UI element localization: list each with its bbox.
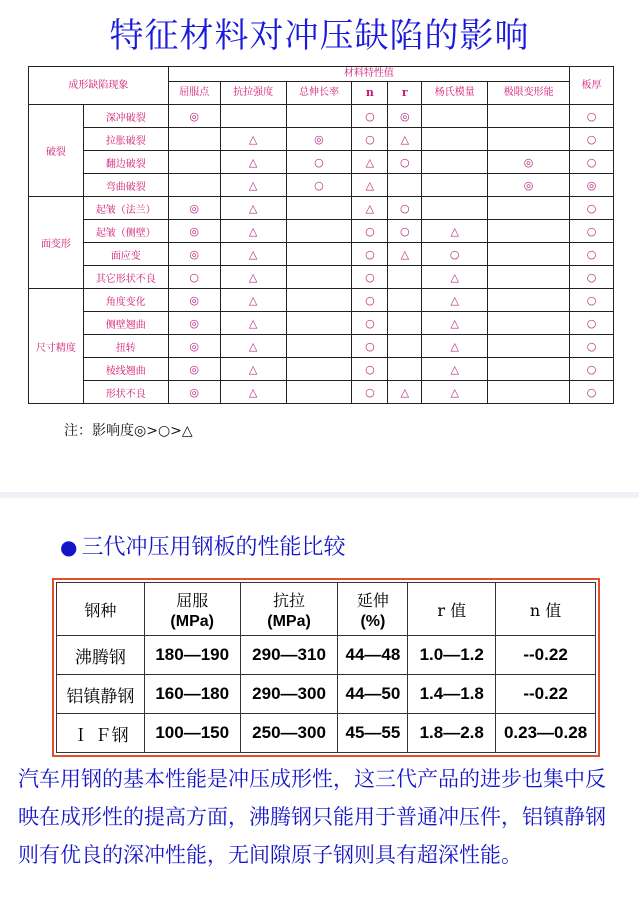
row-label: 起皱（法兰） (83, 197, 168, 220)
row-label: 起皱（侧壁） (83, 220, 168, 243)
mark-cell: △ (422, 289, 488, 312)
mark-cell: ○ (388, 220, 422, 243)
mark-cell: △ (352, 151, 388, 174)
mark-cell (388, 289, 422, 312)
value-cell: 44—48 (338, 636, 408, 675)
mark-cell: △ (352, 197, 388, 220)
row-label: 扭转 (83, 335, 168, 358)
mark-cell (168, 128, 220, 151)
table-row (57, 714, 596, 753)
value-cell: 1.4—1.8 (408, 675, 496, 714)
mark-cell (388, 335, 422, 358)
mark-cell (488, 358, 570, 381)
table-row (29, 335, 614, 358)
mark-cell: △ (220, 243, 286, 266)
mark-cell: ○ (570, 128, 614, 151)
mark-cell: ○ (570, 105, 614, 128)
mark-cell (286, 266, 352, 289)
value-cell: 1.0—1.2 (408, 636, 496, 675)
value-cell: 180—190 (144, 636, 240, 675)
mark-cell: △ (422, 312, 488, 335)
value-cell: 0.23—0.28 (496, 714, 596, 753)
mark-cell: △ (220, 174, 286, 197)
column-header: 钢种 (57, 583, 145, 636)
group-header: 材料特性值 (168, 67, 569, 82)
mark-cell: ◎ (488, 151, 570, 174)
mark-cell: ◎ (168, 289, 220, 312)
table-row (29, 220, 614, 243)
mark-cell (286, 197, 352, 220)
table-row (29, 128, 614, 151)
row-label: 形状不良 (83, 381, 168, 404)
mark-cell: ◎ (286, 128, 352, 151)
column-header: 杨氏模量 (422, 82, 488, 105)
mark-cell (388, 358, 422, 381)
row-label: 弯曲破裂 (83, 174, 168, 197)
mark-cell (286, 358, 352, 381)
mark-cell: △ (220, 289, 286, 312)
table-row (29, 266, 614, 289)
corner-header: 成形缺陷现象 (29, 67, 169, 105)
value-cell: 250—300 (240, 714, 338, 753)
mark-cell: ○ (352, 358, 388, 381)
mark-cell: ○ (352, 243, 388, 266)
mark-cell: ○ (570, 381, 614, 404)
table-row (29, 243, 614, 266)
mark-cell: △ (220, 128, 286, 151)
column-header: r (388, 82, 422, 105)
mark-cell: ◎ (168, 197, 220, 220)
mark-cell: △ (220, 151, 286, 174)
mark-cell (488, 312, 570, 335)
table-row (57, 675, 596, 714)
summary-paragraph: 汽车用钢的基本性能是冲压成形性，这三代产品的进步也集中反映在成形性的提高方面，沸腾钢只能用于普通冲压件，铝镇静钢则有优良的深冲性能，无间隙原子钢则具有超深性能。 (18, 767, 606, 867)
row-label: 翻边破裂 (83, 151, 168, 174)
table-row (29, 312, 614, 335)
mark-cell: ○ (388, 197, 422, 220)
mark-cell: △ (352, 174, 388, 197)
bullet-icon: ● (60, 535, 78, 559)
row-label: 面应变 (83, 243, 168, 266)
mark-cell (488, 128, 570, 151)
table-row (57, 636, 596, 675)
mark-cell: ◎ (168, 335, 220, 358)
mark-cell (168, 151, 220, 174)
mark-cell: ○ (570, 266, 614, 289)
row-label: 棱线翘曲 (83, 358, 168, 381)
mark-cell (388, 312, 422, 335)
mark-cell (286, 243, 352, 266)
mark-cell: △ (220, 381, 286, 404)
column-header: 屈服 (MPa) (144, 583, 240, 636)
mark-cell (286, 381, 352, 404)
steel-comparison-frame (52, 578, 600, 757)
mark-cell: ○ (352, 289, 388, 312)
value-cell: --0.22 (496, 675, 596, 714)
mark-cell: ◎ (168, 358, 220, 381)
mark-cell: ○ (570, 358, 614, 381)
table-row (29, 151, 614, 174)
mark-cell (422, 197, 488, 220)
mark-cell: ○ (352, 312, 388, 335)
mark-cell (168, 174, 220, 197)
mark-cell: ◎ (168, 105, 220, 128)
mark-cell: ○ (286, 174, 352, 197)
row-label: 拉胀破裂 (83, 128, 168, 151)
mark-cell (388, 174, 422, 197)
table-row (29, 197, 614, 220)
value-cell: 160—180 (144, 675, 240, 714)
column-header: 抗拉强度 (220, 82, 286, 105)
mark-cell (488, 220, 570, 243)
mark-cell: △ (422, 220, 488, 243)
mark-cell: ○ (388, 151, 422, 174)
steel-name-cell: 铝镇静钢 (57, 675, 145, 714)
group-label: 面变形 (29, 197, 84, 289)
mark-cell: ○ (352, 335, 388, 358)
mark-cell: ○ (570, 151, 614, 174)
value-cell: --0.22 (496, 636, 596, 675)
mark-cell (422, 151, 488, 174)
mark-cell: △ (388, 381, 422, 404)
mark-cell: △ (422, 266, 488, 289)
mark-cell: △ (220, 266, 286, 289)
mark-cell: ◎ (168, 243, 220, 266)
table-row (29, 381, 614, 404)
column-header: n 值 (496, 583, 596, 636)
group-label: 破裂 (29, 105, 84, 197)
mark-cell (422, 128, 488, 151)
table-row (29, 174, 614, 197)
mark-cell: △ (422, 335, 488, 358)
mark-cell: ○ (570, 220, 614, 243)
steel-name-cell: 沸腾钢 (57, 636, 145, 675)
mark-cell (422, 105, 488, 128)
mark-cell (286, 105, 352, 128)
section-subtitle (60, 530, 345, 561)
mark-cell (286, 289, 352, 312)
steel-comparison-table (56, 582, 596, 753)
mark-cell: ○ (570, 197, 614, 220)
page-title: 特征材料对冲压缺陷的影响 (109, 16, 530, 56)
subtitle-text: 三代冲压用钢板的性能比较 (81, 535, 346, 560)
mark-cell: ◎ (168, 220, 220, 243)
column-header: 总伸长率 (286, 82, 352, 105)
table-header-row (57, 583, 596, 636)
column-header: n (352, 82, 388, 105)
mark-cell (488, 266, 570, 289)
mark-cell: ○ (352, 381, 388, 404)
row-label: 其它形状不良 (83, 266, 168, 289)
mark-cell: ○ (570, 312, 614, 335)
mark-cell (488, 335, 570, 358)
value-cell: 45—55 (338, 714, 408, 753)
mark-cell (388, 266, 422, 289)
mark-cell: △ (220, 312, 286, 335)
defect-influence-table (28, 66, 614, 404)
mark-cell (220, 105, 286, 128)
mark-cell (488, 197, 570, 220)
mark-cell: △ (220, 358, 286, 381)
table-row (29, 358, 614, 381)
mark-cell: ○ (570, 335, 614, 358)
mark-cell: △ (422, 381, 488, 404)
value-cell: 1.8—2.8 (408, 714, 496, 753)
mark-cell: ○ (168, 266, 220, 289)
mark-cell (286, 335, 352, 358)
thickness-header: 板厚 (570, 67, 614, 105)
column-header: 延伸 (%) (338, 583, 408, 636)
row-label: 侧壁翘曲 (83, 312, 168, 335)
column-header: 抗拉 (MPa) (240, 583, 338, 636)
mark-cell (488, 243, 570, 266)
mark-cell: ○ (352, 266, 388, 289)
mark-cell: ◎ (388, 105, 422, 128)
row-label: 深冲破裂 (83, 105, 168, 128)
row-label: 角度变化 (83, 289, 168, 312)
value-cell: 290—300 (240, 675, 338, 714)
mark-cell (488, 381, 570, 404)
mark-cell: ○ (352, 105, 388, 128)
mark-cell (286, 312, 352, 335)
mark-cell: ◎ (488, 174, 570, 197)
group-label: 尺寸精度 (29, 289, 84, 404)
table-row (29, 105, 614, 128)
value-cell: 100—150 (144, 714, 240, 753)
value-cell: 44—50 (338, 675, 408, 714)
mark-cell: ◎ (570, 174, 614, 197)
mark-cell: ○ (352, 220, 388, 243)
column-header: r 值 (408, 583, 496, 636)
mark-cell: ○ (286, 151, 352, 174)
table-header-row (29, 67, 614, 82)
mark-cell: ○ (570, 243, 614, 266)
mark-cell (488, 289, 570, 312)
section-divider (0, 492, 639, 498)
table-row (29, 289, 614, 312)
mark-cell: ◎ (168, 381, 220, 404)
mark-cell: △ (422, 358, 488, 381)
value-cell: 290—310 (240, 636, 338, 675)
steel-name-cell: Ｉ Ｆ钢 (57, 714, 145, 753)
mark-cell: △ (220, 197, 286, 220)
mark-cell: ○ (570, 289, 614, 312)
mark-cell (422, 174, 488, 197)
mark-cell: ○ (352, 128, 388, 151)
mark-cell: ◎ (168, 312, 220, 335)
influence-note: 注：影响度◎>○>△ (64, 423, 193, 439)
mark-cell (488, 105, 570, 128)
mark-cell: ○ (422, 243, 488, 266)
column-header: 极限变形能 (488, 82, 570, 105)
mark-cell (286, 220, 352, 243)
mark-cell: △ (388, 128, 422, 151)
mark-cell: △ (220, 335, 286, 358)
column-header: 屈服点 (168, 82, 220, 105)
mark-cell: △ (220, 220, 286, 243)
mark-cell: △ (388, 243, 422, 266)
